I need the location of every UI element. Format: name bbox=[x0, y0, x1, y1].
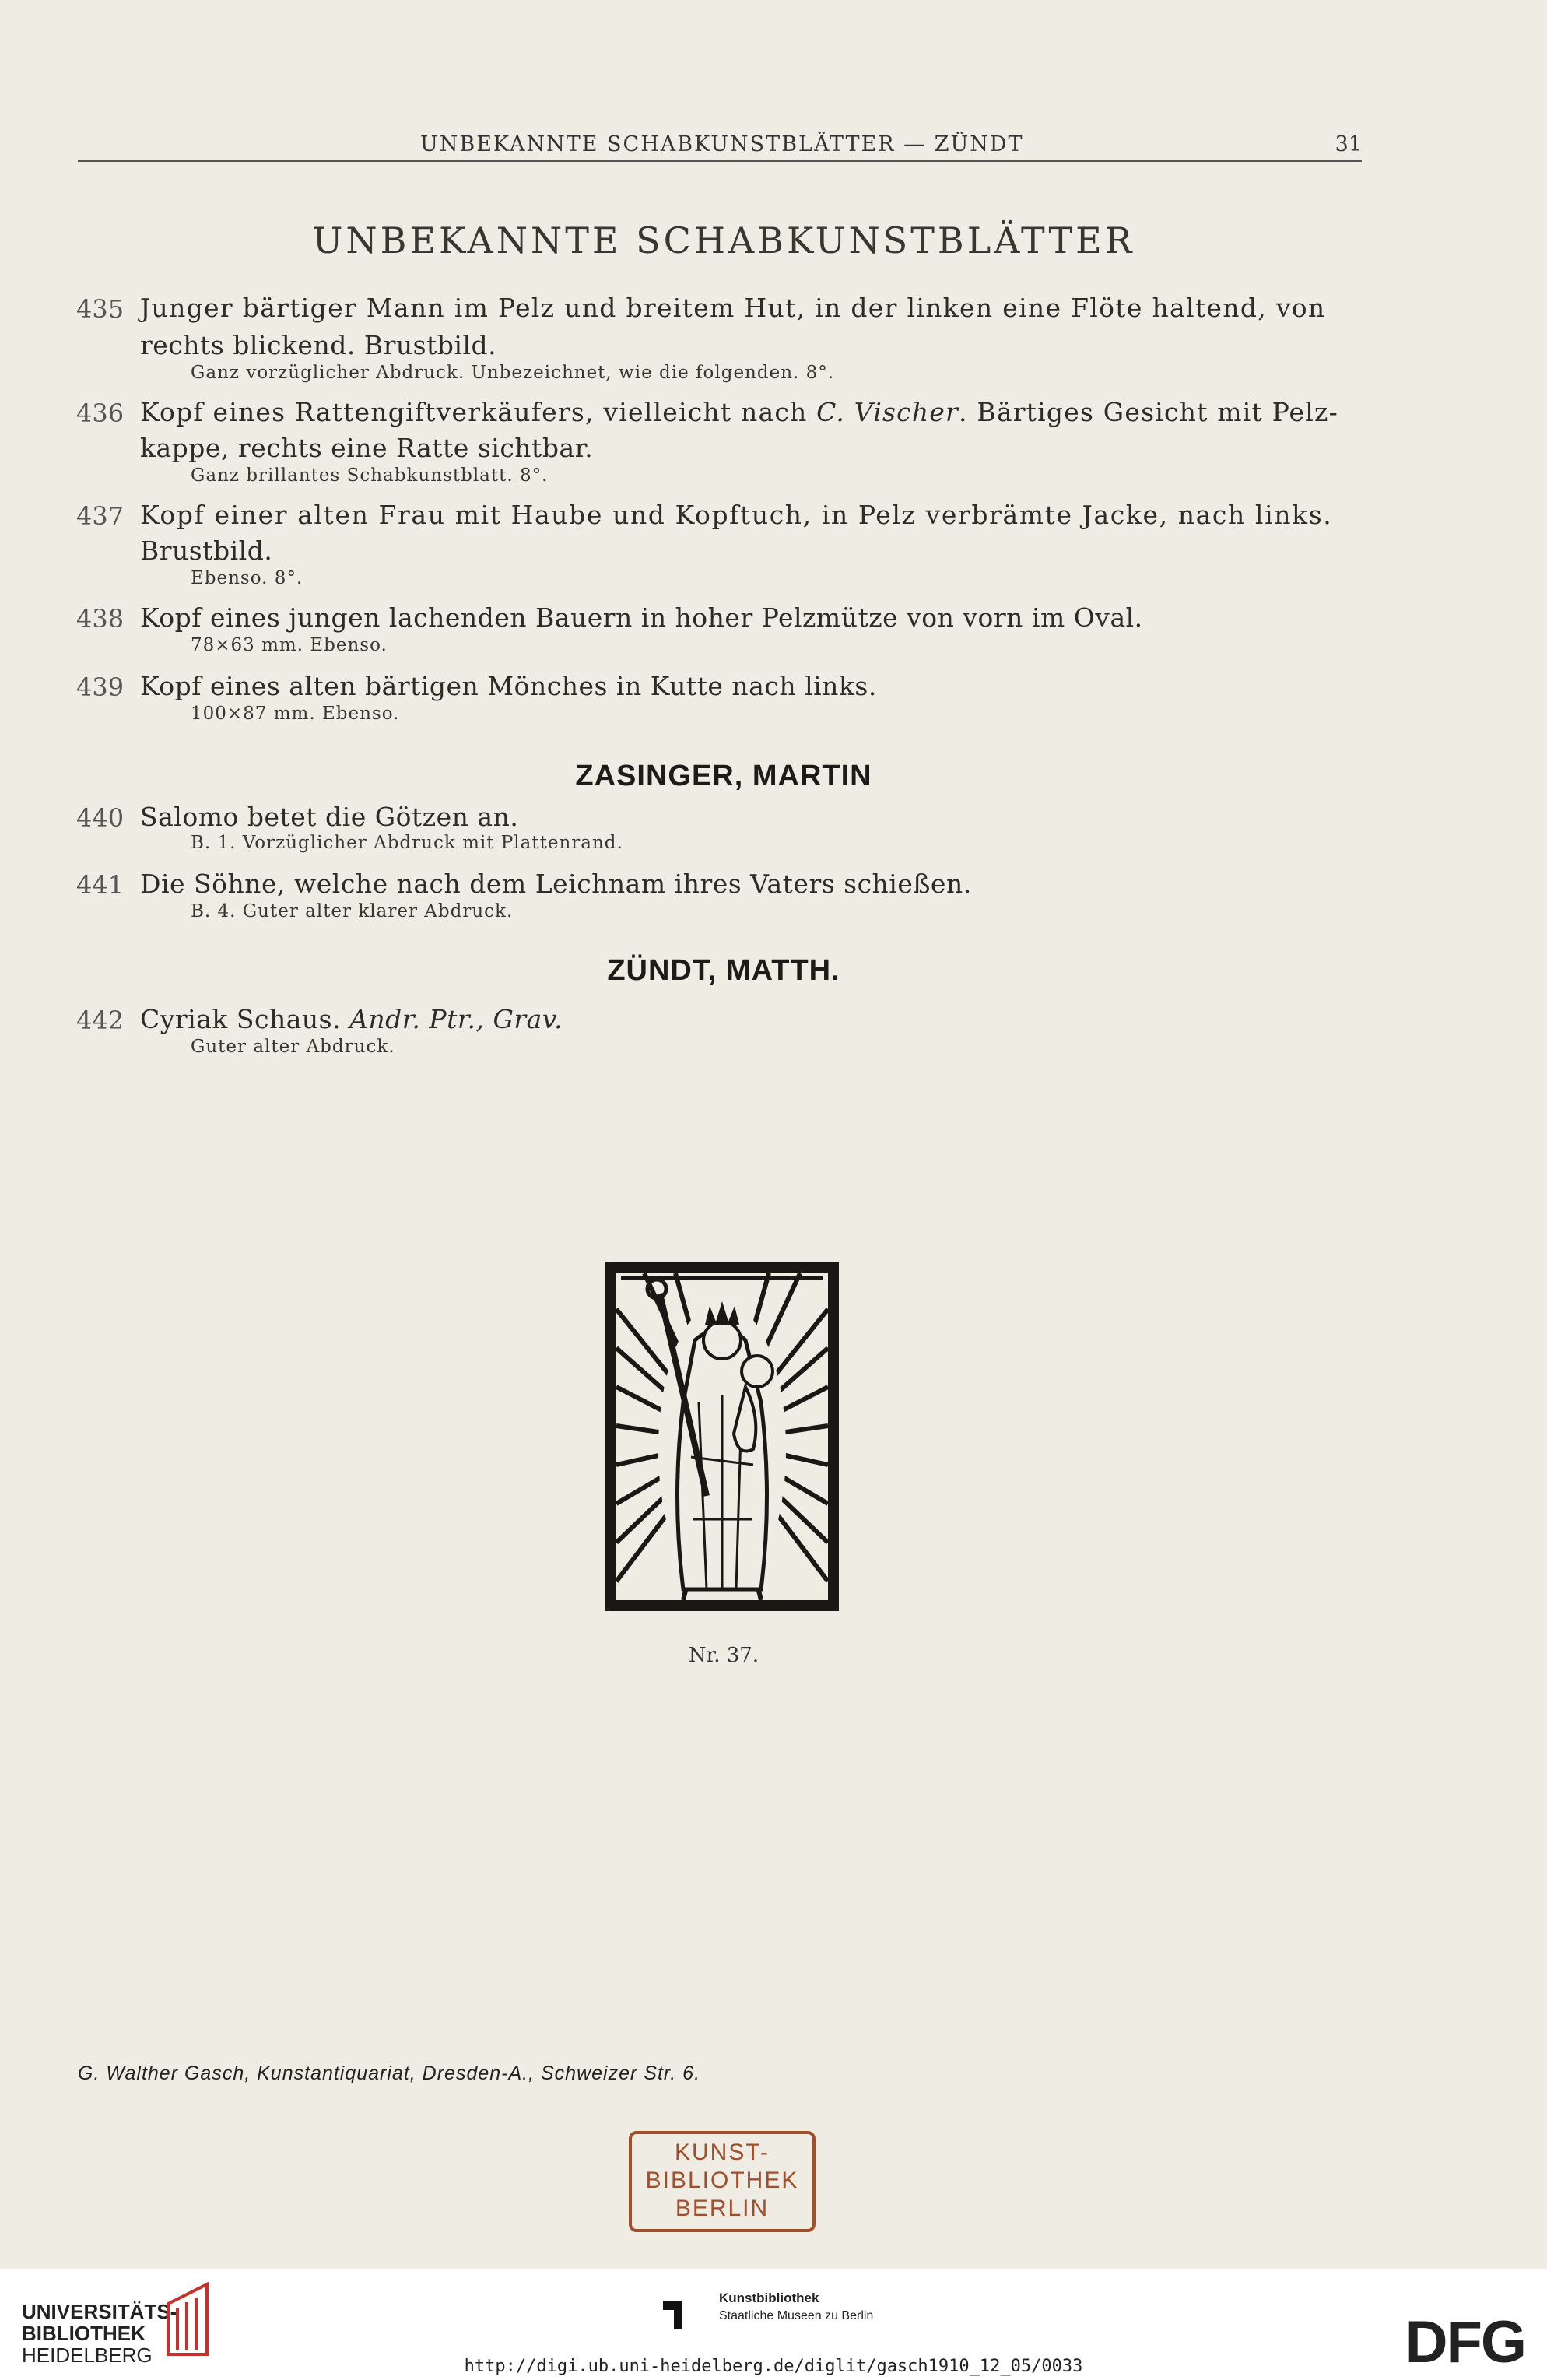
entry-text bbox=[140, 1004, 563, 1034]
entry-text: Brustbild. bbox=[140, 535, 273, 566]
permalink-url[interactable]: http://digi.ub.uni-heidelberg.de/diglit/gasch1910_12_05/0033 bbox=[464, 2357, 1083, 2376]
entry-note: 100×87 mm. Ebenso. bbox=[191, 704, 400, 724]
kunstbibliothek-logo-icon bbox=[658, 2285, 705, 2332]
entry-number: 440 bbox=[76, 803, 125, 833]
stamp-line: KUNST- bbox=[674, 2140, 770, 2165]
entry-text-part: Cyriak Schaus. bbox=[140, 1004, 350, 1034]
figure-caption: Nr. 37. bbox=[688, 1644, 759, 1667]
stamp-line: BERLIN bbox=[675, 2196, 770, 2221]
kb-line: Kunstbibliothek bbox=[719, 2290, 819, 2305]
running-title: UNBEKANNTE SCHABKUNSTBLÄTTER — ZÜNDT bbox=[420, 132, 1024, 156]
entry-text: Die Söhne, welche nach dem Leichnam ihres Vaters schießen. bbox=[140, 869, 972, 899]
entry-text: Salomo betet die Götzen an. bbox=[140, 802, 519, 832]
woodcut-madonna-figure bbox=[605, 1262, 839, 1611]
publisher-footer: G. Walther Gasch, Kunstantiquariat, Dresden-A., Schweizer Str. 6. bbox=[78, 2062, 701, 2084]
digitization-footer-bar bbox=[0, 2269, 1547, 2380]
kb-line: Staatliche Museen zu Berlin bbox=[719, 2309, 874, 2322]
entry-number: 438 bbox=[76, 604, 125, 634]
artist-heading-zasinger: ZASINGER, MARTIN bbox=[575, 760, 872, 792]
stamp-line: BIBLIOTHEK bbox=[645, 2168, 799, 2193]
entry-text bbox=[140, 397, 1338, 427]
engraver-italic: Andr. Ptr., Grav. bbox=[349, 1004, 563, 1034]
entry-note: Ebenso. 8°. bbox=[191, 568, 303, 588]
artist-heading-zuendt: ZÜNDT, MATTH. bbox=[607, 954, 840, 987]
ub-line: UNIVERSITÄTS- bbox=[22, 2300, 177, 2323]
entry-text: Kopf eines alten bärtigen Mönches in Kutte nach links. bbox=[140, 671, 877, 701]
entry-note: Ganz brillantes Schabkunstblatt. 8°. bbox=[191, 465, 549, 486]
entry-text-part: . Bärtiges Gesicht mit Pelz- bbox=[959, 397, 1338, 427]
entry-number: 441 bbox=[76, 870, 125, 900]
ub-heidelberg-logo-icon bbox=[160, 2280, 215, 2358]
ub-line: BIBLIOTHEK bbox=[22, 2322, 146, 2345]
entry-number: 436 bbox=[76, 398, 125, 428]
entry-number: 439 bbox=[76, 672, 125, 702]
kunstbibliothek-logo-text[interactable] bbox=[719, 2290, 873, 2325]
woodcut-madonna-illustration bbox=[605, 1262, 839, 1611]
entry-number: 442 bbox=[76, 1006, 125, 1035]
artist-name-italic: C. Vischer bbox=[816, 397, 959, 427]
dfg-logo[interactable]: DFG bbox=[1405, 2309, 1525, 2375]
page-number: 31 bbox=[1335, 132, 1362, 156]
entry-text: kappe, rechts eine Ratte sichtbar. bbox=[140, 433, 594, 463]
entry-text: rechts blickend. Brustbild. bbox=[140, 330, 497, 360]
entry-note: B. 4. Guter alter klarer Abdruck. bbox=[191, 901, 514, 921]
section-title: UNBEKANNTE SCHABKUNSTBLÄTTER bbox=[312, 219, 1135, 262]
entry-number: 435 bbox=[76, 294, 125, 324]
entry-note: 78×63 mm. Ebenso. bbox=[191, 635, 388, 655]
entry-text: Kopf eines jungen lachenden Bauern in hoher Pelzmütze von vorn im Oval. bbox=[140, 602, 1143, 633]
entry-note: Ganz vorzüglicher Abdruck. Unbezeichnet, wie die folgenden. 8°. bbox=[191, 363, 835, 383]
entry-note: B. 1. Vorzüglicher Abdruck mit Plattenrand. bbox=[191, 833, 623, 853]
running-head bbox=[78, 132, 1362, 162]
ub-line: HEIDELBERG bbox=[22, 2343, 153, 2367]
entry-text-part: Kopf eines Rattengiftverkäufers, vielleicht nach bbox=[140, 397, 817, 427]
entry-number: 437 bbox=[76, 501, 125, 531]
entry-text: Kopf einer alten Frau mit Haube und Kopftuch, in Pelz verbrämte Jacke, nach links. bbox=[140, 500, 1333, 530]
library-stamp bbox=[629, 2131, 816, 2232]
entry-note: Guter alter Abdruck. bbox=[191, 1037, 395, 1057]
entry-text: Junger bärtiger Mann im Pelz und breitem Hut, in der linken eine Flöte haltend, von bbox=[140, 293, 1326, 323]
